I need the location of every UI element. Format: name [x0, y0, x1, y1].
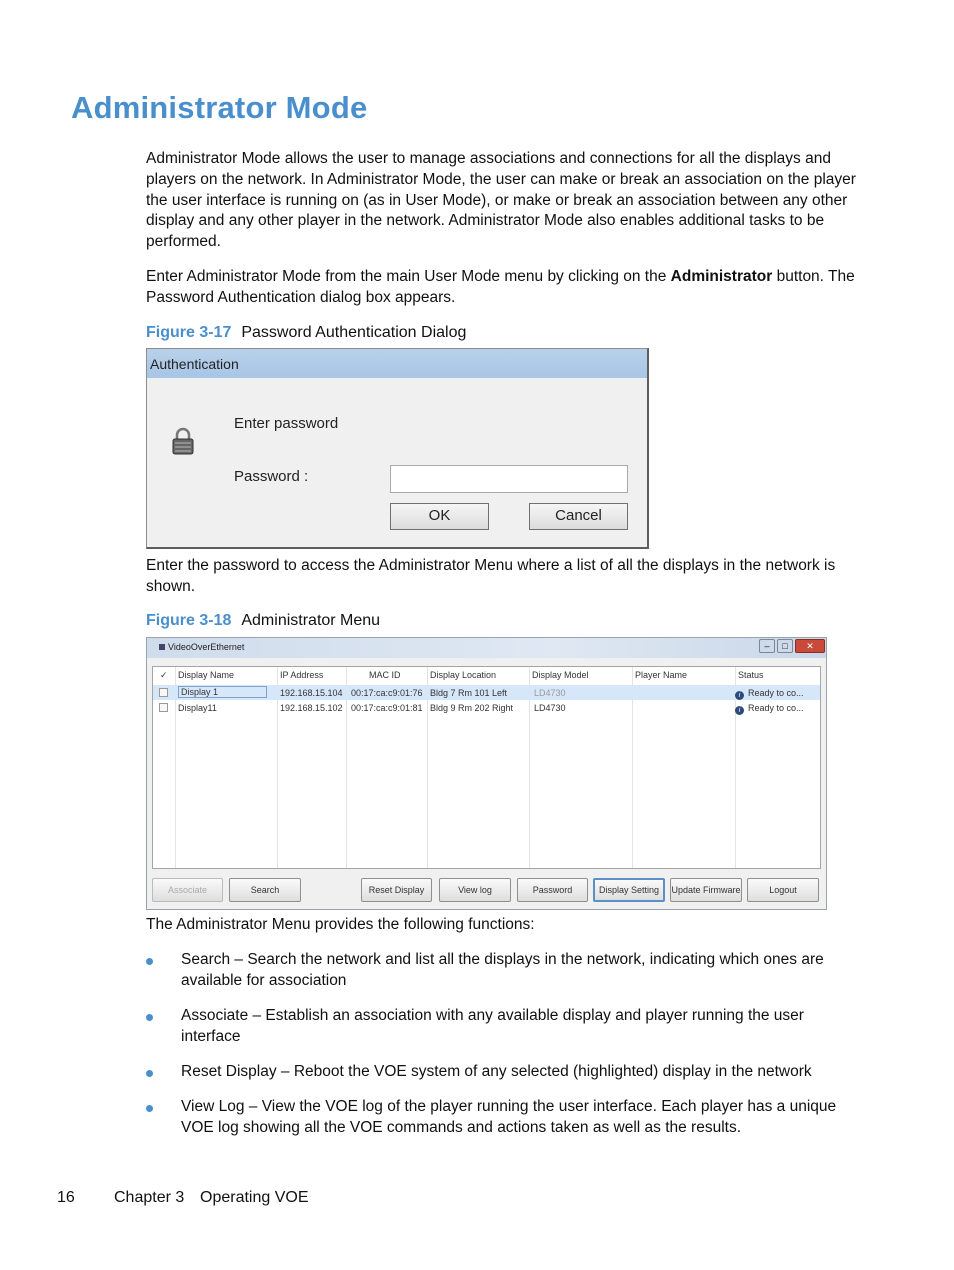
- para2-before: Enter Administrator Mode from the main User Mode menu by clicking on the: [146, 268, 671, 285]
- location-cell: Bldg 9 Rm 202 Right: [430, 703, 514, 713]
- dialog-title: Authentication: [147, 349, 647, 378]
- display-name-cell: Display 1: [178, 686, 267, 698]
- window-title-bar: [147, 638, 826, 658]
- bullet-text: Associate – Establish an association with any available display and player running the user interface: [181, 1007, 804, 1045]
- display-setting-button[interactable]: Display Setting: [593, 878, 665, 902]
- enter-password-label: Enter password: [234, 415, 339, 432]
- bullet-icon: [146, 1014, 153, 1021]
- logout-button[interactable]: Logout: [747, 878, 819, 902]
- maximize-icon[interactable]: □: [777, 639, 793, 653]
- bullet-text: Search – Search the network and list all the displays in the network, indicating which ones are available for association: [181, 951, 824, 989]
- status-text: Ready to co...: [748, 688, 804, 698]
- figure-caption: Administrator Menu: [241, 612, 381, 629]
- app-icon: [159, 644, 165, 650]
- ok-button[interactable]: OK: [390, 503, 489, 530]
- status-cell: [735, 703, 804, 715]
- info-icon: i: [735, 691, 744, 700]
- display-name-cell: Display11: [178, 703, 217, 713]
- bullet-view-log: [146, 1097, 858, 1139]
- password-button[interactable]: Password: [517, 878, 588, 902]
- administrator-window: [146, 637, 827, 910]
- column-header[interactable]: Status: [738, 670, 764, 680]
- window-title: VideoOverEthernet: [168, 642, 245, 652]
- enter-admin-paragraph: [146, 267, 858, 309]
- close-icon[interactable]: ✕: [795, 639, 825, 653]
- row-checkbox[interactable]: [159, 688, 168, 697]
- figure-caption: Password Authentication Dialog: [241, 324, 467, 341]
- lock-icon: [172, 427, 194, 455]
- figure-3-18-caption: [146, 612, 380, 630]
- bullet-associate: [146, 1006, 858, 1048]
- column-header[interactable]: Display Location: [430, 670, 497, 680]
- password-label: Password :: [234, 468, 309, 485]
- page-number: 16: [57, 1189, 75, 1206]
- authentication-dialog: [146, 348, 649, 549]
- table-header: [153, 667, 820, 684]
- mac-cell: 00:17:ca:c9:01:76: [351, 688, 423, 698]
- bullet-icon: [146, 1105, 153, 1112]
- table-row[interactable]: [153, 700, 820, 715]
- search-button[interactable]: Search: [229, 878, 301, 902]
- reset-display-button[interactable]: Reset Display: [361, 878, 432, 902]
- info-icon: i: [735, 706, 744, 715]
- bullet-reset-display: [146, 1062, 858, 1083]
- update-firmware-button[interactable]: Update Firmware: [670, 878, 742, 902]
- ip-cell: 192.168.15.102: [280, 703, 343, 713]
- location-cell: Bldg 7 Rm 101 Left: [430, 688, 508, 698]
- intro-paragraph: Administrator Mode allows the user to manage associations and connections for all the displays and players on the network. In Administrator Mode, the user can make or break an association on the player the user interface is running on (as in User Mode), or make or break an association between any other display and any other player in the network. Administrator Mode also enables additional tasks to be performed.: [146, 150, 856, 251]
- column-header[interactable]: IP Address: [280, 670, 324, 680]
- bullet-search: [146, 950, 858, 992]
- figure-3-17-caption: [146, 324, 466, 342]
- status-text: Ready to co...: [748, 703, 804, 713]
- password-paragraph: Enter the password to access the Administrator Menu where a list of all the displays in the network is shown.: [146, 557, 836, 595]
- view-log-button[interactable]: View log: [439, 878, 511, 902]
- password-input[interactable]: [390, 465, 628, 493]
- functions-intro: The Administrator Menu provides the following functions:: [146, 916, 535, 933]
- minimize-icon[interactable]: –: [759, 639, 775, 653]
- model-cell: LD4730: [534, 703, 566, 713]
- bullet-text: View Log – View the VOE log of the player running the user interface. Each player has a unique VOE log showing all the VOE commands and actions taken as well as the results.: [181, 1098, 837, 1136]
- table-row[interactable]: [153, 685, 820, 700]
- column-header[interactable]: Display Name: [178, 670, 235, 680]
- status-cell: [735, 688, 804, 700]
- associate-button[interactable]: Associate: [152, 878, 223, 902]
- figure-number: Figure 3-18: [146, 612, 232, 629]
- bullet-text: Reset Display – Reboot the VOE system of any selected (highlighted) display in the network: [181, 1063, 812, 1080]
- column-header[interactable]: MAC ID: [369, 670, 401, 680]
- column-header[interactable]: Display Model: [532, 670, 589, 680]
- chapter-title: Operating VOE: [200, 1189, 309, 1206]
- model-cell: LD4730: [534, 688, 566, 698]
- row-checkbox[interactable]: [159, 703, 168, 712]
- bullet-icon: [146, 1070, 153, 1077]
- ip-cell: 192.168.15.104: [280, 688, 343, 698]
- bullet-icon: [146, 958, 153, 965]
- page-title: Administrator Mode: [71, 90, 368, 125]
- mac-cell: 00:17:ca:c9:01:81: [351, 703, 423, 713]
- para2-after: button. The Password Authentication dialog box appears.: [146, 268, 855, 306]
- cancel-button[interactable]: Cancel: [529, 503, 628, 530]
- chapter-label: Chapter 3: [114, 1189, 185, 1206]
- figure-number: Figure 3-17: [146, 324, 232, 341]
- display-table: [152, 666, 821, 869]
- column-header[interactable]: ✓: [160, 670, 168, 680]
- administrator-bold: Administrator: [670, 268, 773, 285]
- column-header[interactable]: Player Name: [635, 670, 688, 680]
